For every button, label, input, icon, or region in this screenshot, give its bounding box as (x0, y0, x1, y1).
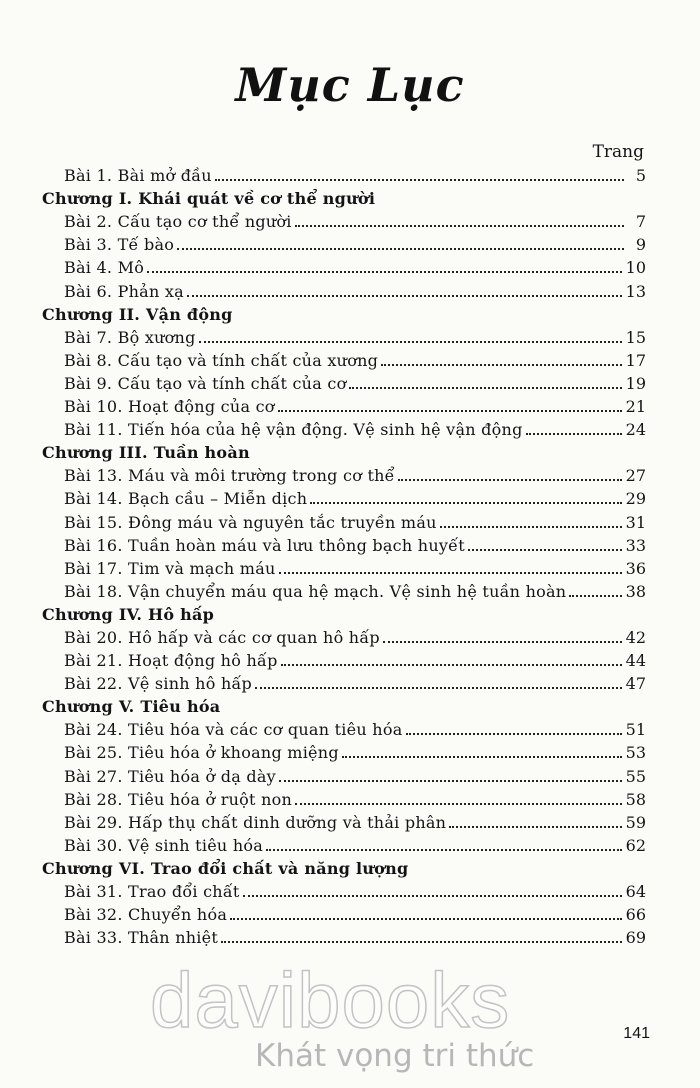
watermark-brand: davibooks (150, 956, 511, 1044)
lesson-title: Bài 4. Mô (64, 258, 145, 278)
dot-leader (281, 664, 622, 666)
dot-leader (147, 271, 622, 273)
toc-entry (42, 878, 646, 901)
toc-entry (42, 786, 646, 809)
toc-entry (42, 508, 646, 531)
toc-entry (42, 208, 646, 231)
chapter-title: Chương II. Vận động (42, 304, 233, 324)
toc-entry (42, 578, 646, 601)
lesson-page-number: 42 (625, 627, 646, 647)
chapter-title: Chương I. Khái quát về cơ thể người (42, 189, 376, 209)
lesson-page-number: 19 (625, 373, 646, 393)
toc-entry (42, 762, 646, 785)
lesson-title: Bài 29. Hấp thụ chất dinh dưỡng và thải phân (64, 812, 447, 832)
lesson-title: Bài 28. Tiêu hóa ở ruột non (64, 789, 293, 809)
dot-leader (215, 179, 624, 181)
toc-chapter-heading (42, 439, 646, 462)
toc-entry (42, 370, 646, 393)
lesson-title: Bài 9. Cấu tạo và tính chất của cơ (64, 373, 347, 393)
toc-chapter-heading (42, 185, 646, 208)
lesson-page-number: 38 (625, 581, 646, 601)
lesson-title: Bài 7. Bộ xương (64, 327, 196, 347)
lesson-page-number: 55 (625, 766, 646, 786)
dot-leader (381, 364, 622, 366)
lesson-page-number: 9 (635, 235, 646, 255)
toc-entry (42, 670, 646, 693)
chapter-title: Chương V. Tiêu hóa (42, 697, 221, 717)
page-number: 141 (623, 1025, 650, 1042)
toc-entry (42, 162, 646, 185)
toc-entry (42, 231, 646, 254)
lesson-title: Bài 22. Vệ sinh hô hấp (64, 674, 253, 694)
dot-leader (177, 248, 624, 250)
lesson-title: Bài 20. Hô hấp và các cơ quan hô hấp (64, 627, 380, 647)
lesson-page-number: 44 (625, 651, 646, 671)
dot-leader (187, 295, 622, 297)
lesson-title: Bài 25. Tiêu hóa ở khoang miệng (64, 743, 339, 763)
dot-leader (342, 756, 622, 758)
dot-leader (295, 803, 622, 805)
dot-leader (221, 941, 622, 943)
lesson-page-number: 69 (625, 928, 646, 948)
lesson-page-number: 33 (625, 535, 646, 555)
lesson-page-number: 15 (625, 327, 646, 347)
toc-chapter-heading (42, 693, 646, 716)
lesson-page-number: 29 (625, 489, 646, 509)
lesson-page-number: 47 (625, 674, 646, 694)
dot-leader (449, 826, 621, 828)
lesson-title: Bài 3. Tế bào (64, 235, 175, 255)
dot-leader (468, 549, 622, 551)
lesson-page-number: 58 (625, 789, 646, 809)
toc-entry (42, 901, 646, 924)
lesson-title: Bài 27. Tiêu hóa ở dạ dày (64, 766, 276, 786)
dot-leader (255, 687, 622, 689)
lesson-title: Bài 16. Tuần hoàn máu và lưu thông bạch huyết (64, 535, 465, 555)
toc-entry (42, 624, 646, 647)
toc-entry (42, 832, 646, 855)
toc-entry (42, 254, 646, 277)
dot-leader (526, 433, 622, 435)
toc-entry (42, 716, 646, 739)
dot-leader (383, 641, 622, 643)
watermark-slogan: Khát vọng tri thức (255, 1038, 535, 1074)
toc-entry (42, 555, 646, 578)
toc-entry (42, 532, 646, 555)
toc-entry (42, 647, 646, 670)
lesson-title: Bài 31. Trao đổi chất (64, 882, 240, 901)
dot-leader (279, 780, 622, 782)
toc-entry (42, 809, 646, 832)
lesson-title: Bài 2. Cấu tạo cơ thể người (64, 212, 292, 232)
lesson-title: Bài 30. Vệ sinh tiêu hóa (64, 835, 264, 855)
toc-chapter-heading (42, 301, 646, 324)
toc-entry (42, 924, 646, 947)
toc-entry (42, 324, 646, 347)
chapter-title: Chương VI. Trao đổi chất và năng lượng (42, 858, 409, 878)
toc-entry (42, 277, 646, 300)
chapter-title: Chương III. Tuần hoàn (42, 443, 250, 463)
dot-leader (230, 918, 622, 920)
chapter-title: Chương IV. Hô hấp (42, 604, 215, 624)
lesson-page-number: 64 (625, 882, 646, 901)
lesson-title: Bài 21. Hoạt động hô hấp (64, 651, 278, 671)
toc-entry (42, 393, 646, 416)
lesson-title: Bài 10. Hoạt động của cơ (64, 397, 275, 417)
lesson-page-number: 53 (625, 743, 646, 763)
lesson-page-number: 7 (635, 212, 646, 232)
lesson-page-number: 66 (625, 905, 646, 925)
dot-leader (243, 895, 622, 897)
lesson-page-number: 21 (625, 397, 646, 417)
lesson-title: Bài 8. Cấu tạo và tính chất của xương (64, 350, 379, 370)
lesson-title: Bài 14. Bạch cầu – Miễn dịch (64, 489, 308, 509)
lesson-page-number: 31 (625, 512, 646, 532)
lesson-title: Bài 33. Thân nhiệt (64, 928, 219, 948)
lesson-title: Bài 32. Chuyển hóa (64, 905, 228, 925)
page-title: Mục Lục (235, 58, 465, 112)
lesson-title: Bài 15. Đông máu và nguyên tắc truyền máu (64, 512, 437, 532)
dot-leader (295, 225, 624, 227)
lesson-title: Bài 1. Bài mở đầu (64, 166, 212, 186)
lesson-title: Bài 24. Tiêu hóa và các cơ quan tiêu hóa (64, 720, 403, 740)
toc-entry (42, 739, 646, 762)
dot-leader (440, 526, 622, 528)
page-column-label: Trang (592, 142, 644, 162)
lesson-page-number: 51 (625, 720, 646, 740)
toc-entry (42, 485, 646, 508)
lesson-page-number: 62 (625, 835, 646, 855)
lesson-page-number: 13 (625, 281, 646, 301)
lesson-page-number: 27 (625, 466, 646, 486)
dot-leader (266, 849, 622, 851)
lesson-page-number: 17 (625, 350, 646, 370)
lesson-title: Bài 18. Vận chuyển máu qua hệ mạch. Vệ sinh hệ tuần hoàn (64, 581, 567, 601)
lesson-title: Bài 13. Máu và môi trường trong cơ thể (64, 466, 395, 486)
lesson-title: Bài 17. Tim và mạch máu (64, 558, 276, 578)
lesson-page-number: 59 (625, 812, 646, 832)
lesson-page-number: 24 (625, 420, 646, 440)
toc-entry (42, 416, 646, 439)
lesson-title: Bài 11. Tiến hóa của hệ vận động. Vệ sinh hệ vận động (64, 420, 523, 440)
table-of-contents (42, 162, 646, 947)
dot-leader (406, 733, 622, 735)
lesson-page-number: 36 (625, 558, 646, 578)
toc-chapter-heading (42, 601, 646, 624)
dot-leader (199, 341, 622, 343)
dot-leader (398, 479, 622, 481)
toc-entry (42, 462, 646, 485)
lesson-page-number: 5 (635, 166, 646, 186)
lesson-page-number: 10 (625, 258, 646, 278)
dot-leader (569, 595, 621, 597)
dot-leader (279, 572, 622, 574)
dot-leader (278, 410, 622, 412)
dot-leader (349, 387, 621, 389)
dot-leader (310, 502, 621, 504)
toc-chapter-heading (42, 855, 646, 878)
lesson-title: Bài 6. Phản xạ (64, 281, 184, 301)
toc-entry (42, 347, 646, 370)
